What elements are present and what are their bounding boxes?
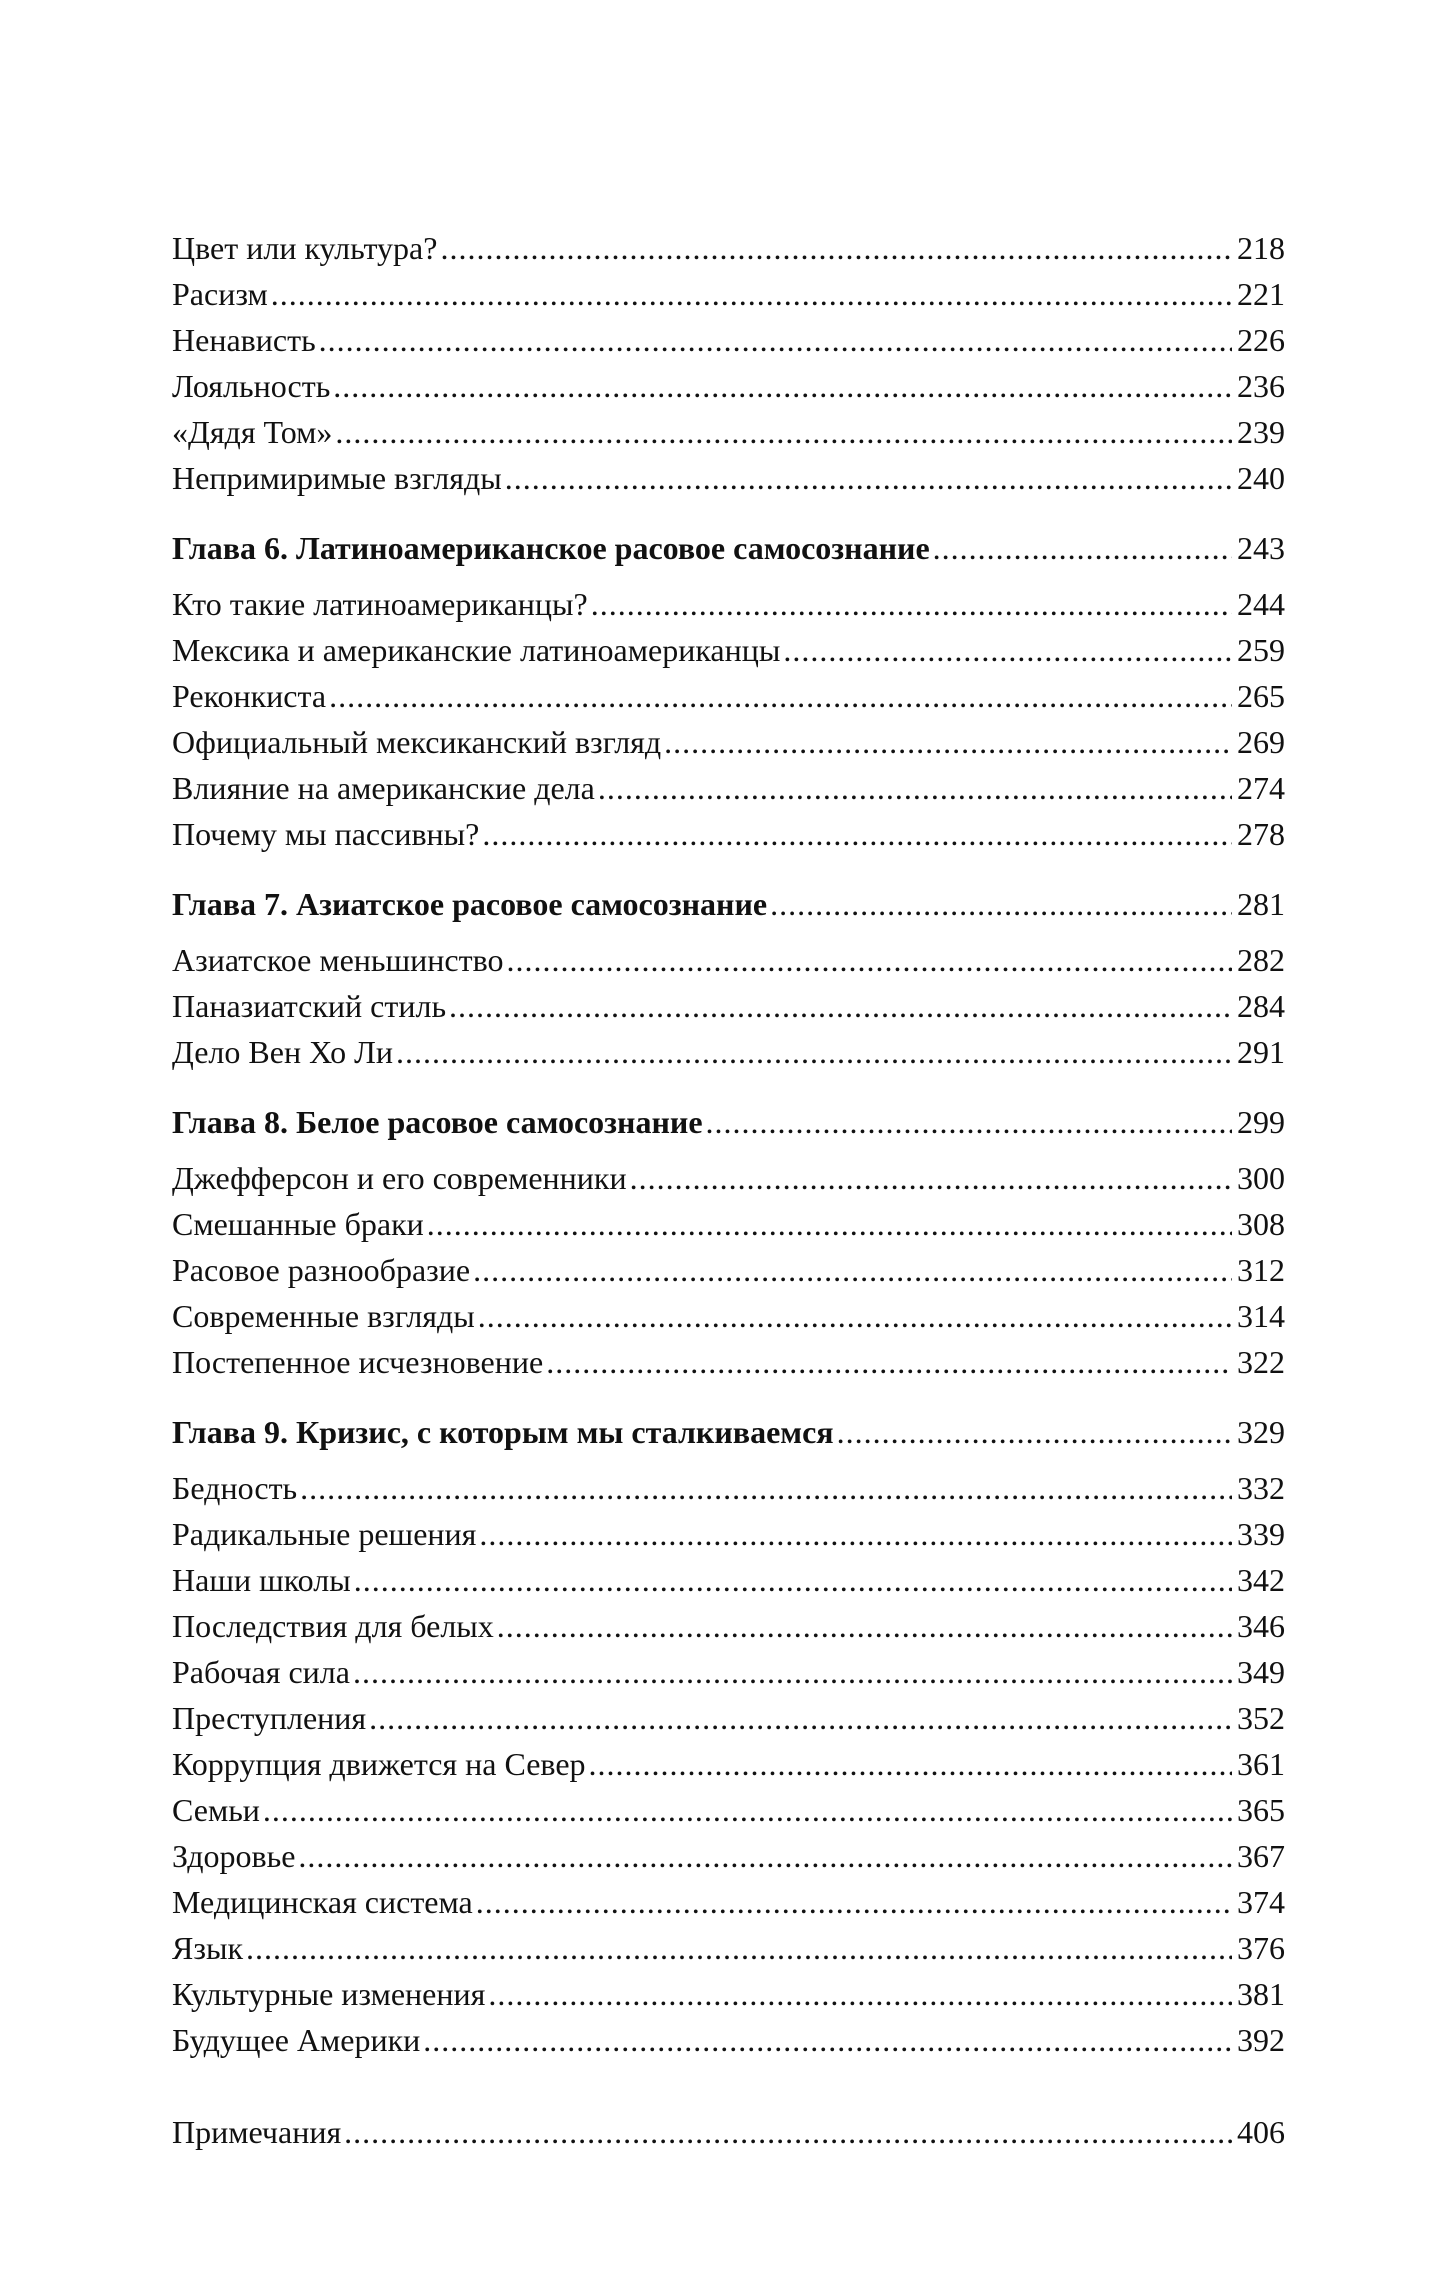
toc-entry-title: Преступления [172,1700,367,1736]
toc-entry-title: Смешанные браки [172,1206,424,1242]
toc-entry [172,627,1285,673]
toc-entry-title: Паназиатский стиль [172,988,447,1024]
toc-entry [172,1339,1285,1385]
toc-entry-page: 269 [1237,724,1285,760]
dot-leader [770,881,1232,927]
toc-entry [172,317,1285,363]
toc-entry-title: Культурные изменения [172,1976,486,2012]
toc-entry-title: Язык [172,1930,244,1966]
toc-entry [172,1511,1285,1557]
toc-chapter-heading [172,1409,1285,1455]
toc-entry-title: Джефферсон и его современники [172,1160,627,1196]
toc-entry [172,581,1285,627]
dot-leader [476,1879,1232,1925]
toc-entry-title: Современные взгляды [172,1298,475,1334]
toc-chapter-title: Глава 9. Кризис, с которым мы сталкиваемся [172,1414,834,1450]
toc-entry [172,719,1285,765]
toc-chapter-heading [172,525,1285,571]
toc-entry-title: Наши школы [172,1562,351,1598]
toc-entry-title: Бедность [172,1470,298,1506]
toc-entry-title: «Дядя Том» [172,414,333,450]
toc-chapter-page: 299 [1237,1104,1285,1140]
toc-entry [172,271,1285,317]
toc-entry-page: 259 [1237,632,1285,668]
toc-chapter-page: 281 [1237,886,1285,922]
toc-chapter-title: Глава 6. Латиноамериканское расовое самосознание [172,530,930,566]
toc-entry-page: 265 [1237,678,1285,714]
toc-entry-page: 239 [1237,414,1285,450]
toc-entry-page: 284 [1237,988,1285,1024]
toc-entry-title: Примечания [172,2114,342,2150]
toc-entry-title: Влияние на американские дела [172,770,595,806]
toc-entry-page: 365 [1237,1792,1285,1828]
dot-leader [353,1649,1232,1695]
toc-entry-page: 308 [1237,1206,1285,1242]
toc-entry-page: 300 [1237,1160,1285,1196]
toc-entry [172,1465,1285,1511]
toc-entry [172,225,1285,271]
toc-entry-title: Последствия для белых [172,1608,494,1644]
toc-entry [172,1557,1285,1603]
toc-entry-title: Дело Вен Хо Ли [172,1034,393,1070]
toc-entry-page: 352 [1237,1700,1285,1736]
dot-leader [488,1971,1232,2017]
toc-entry-title: Реконкиста [172,678,327,714]
toc-entry-page: 221 [1237,276,1285,312]
toc-chapter-page: 329 [1237,1414,1285,1450]
toc-entry-title: Азиатское меньшинство [172,942,504,978]
toc-entry [172,765,1285,811]
toc-entry-page: 282 [1237,942,1285,978]
toc-entry [172,983,1285,1029]
toc-entry [172,1695,1285,1741]
toc-entry [172,1029,1285,1075]
toc-entry-title: Постепенное исчезновение [172,1344,544,1380]
dot-leader [506,937,1232,983]
toc-entry [172,1833,1285,1879]
toc-entry [172,1879,1285,1925]
toc-entry-page: 274 [1237,770,1285,806]
toc-entry-title: Рабочая сила [172,1654,350,1690]
toc-entry [172,1603,1285,1649]
dot-leader [263,1787,1232,1833]
toc-entry-page: 367 [1237,1838,1285,1874]
toc-entry-page: 346 [1237,1608,1285,1644]
dot-leader [783,627,1232,673]
toc-entry-page: 278 [1237,816,1285,852]
toc-entry [172,1741,1285,1787]
toc-chapter-heading [172,881,1285,927]
dot-leader [837,1409,1232,1455]
toc-entry-title: Здоровье [172,1838,296,1874]
toc-entry [172,937,1285,983]
toc-entry-title: Почему мы пассивны? [172,816,480,852]
toc-entry-title: Официальный мексиканский взгляд [172,724,662,760]
toc-entry-notes [172,2109,1285,2155]
toc-entry-page: 314 [1237,1298,1285,1334]
toc-entry-page: 406 [1237,2114,1285,2150]
dot-leader [246,1925,1232,1971]
toc-entry-page: 376 [1237,1930,1285,1966]
toc-entry-page: 244 [1237,586,1285,622]
toc-entry [172,1649,1285,1695]
toc-entry [172,1201,1285,1247]
dot-leader [396,1029,1232,1075]
toc-entry-page: 312 [1237,1252,1285,1288]
dot-leader [271,271,1232,317]
dot-leader [423,2017,1232,2063]
dot-leader [298,1833,1232,1879]
dot-leader [479,1511,1232,1557]
dot-leader [630,1155,1232,1201]
toc-entry-page: 392 [1237,2022,1285,2058]
toc-entry-page: 322 [1237,1344,1285,1380]
toc-entry-title: Радикальные решения [172,1516,477,1552]
toc-entry-title: Семьи [172,1792,260,1828]
toc-entry-page: 381 [1237,1976,1285,2012]
toc-entry-title: Непримиримые взгляды [172,460,502,496]
toc-chapter-title: Глава 8. Белое расовое самосознание [172,1104,703,1140]
dot-leader [482,811,1232,857]
dot-leader [354,1557,1232,1603]
toc-entry-title: Расовое разнообразие [172,1252,471,1288]
toc-entry-title: Коррупция движется на Север [172,1746,586,1782]
toc-entry [172,1971,1285,2017]
toc-entry-title: Будущее Америки [172,2022,421,2058]
dot-leader [335,409,1232,455]
toc-entry-title: Мексика и американские латиноамериканцы [172,632,781,668]
toc-entry-title: Расизм [172,276,268,312]
dot-leader [344,2109,1232,2155]
toc-entry-page: 332 [1237,1470,1285,1506]
toc-entry-page: 236 [1237,368,1285,404]
toc-entry-page: 342 [1237,1562,1285,1598]
toc-entry [172,1925,1285,1971]
toc-entry-page: 218 [1237,230,1285,266]
toc-entry [172,1787,1285,1833]
dot-leader [933,525,1232,571]
toc-entry [172,811,1285,857]
dot-leader [319,317,1232,363]
toc-entry-page: 349 [1237,1654,1285,1690]
toc-chapter-page: 243 [1237,530,1285,566]
dot-leader [706,1099,1232,1145]
dot-leader [473,1247,1232,1293]
toc-entry-title: Медицинская система [172,1884,473,1920]
toc-entry-page: 291 [1237,1034,1285,1070]
toc-entry-page: 361 [1237,1746,1285,1782]
toc-entry [172,1155,1285,1201]
toc-entry [172,455,1285,501]
dot-leader [497,1603,1232,1649]
dot-leader [505,455,1232,501]
toc-entry [172,673,1285,719]
dot-leader [589,1741,1232,1787]
toc-chapter-title: Глава 7. Азиатское расовое самосознание [172,886,768,922]
toc-entry-page: 374 [1237,1884,1285,1920]
dot-leader [369,1695,1232,1741]
dot-leader [664,719,1232,765]
toc-entry [172,363,1285,409]
toc-entry [172,2017,1285,2063]
toc-entry-title: Кто такие латиноамериканцы? [172,586,588,622]
dot-leader [440,225,1232,271]
dot-leader [329,673,1232,719]
toc-entry [172,1293,1285,1339]
dot-leader [591,581,1232,627]
dot-leader [300,1465,1232,1511]
toc-entry-page: 240 [1237,460,1285,496]
dot-leader [427,1201,1232,1247]
dot-leader [546,1339,1232,1385]
dot-leader [449,983,1232,1029]
dot-leader [478,1293,1232,1339]
toc-entry-title: Ненависть [172,322,316,358]
table-of-contents [172,225,1285,2155]
toc-entry-title: Лояльность [172,368,331,404]
toc-entry [172,409,1285,455]
toc-chapter-heading [172,1099,1285,1145]
dot-leader [333,363,1232,409]
toc-entry-page: 226 [1237,322,1285,358]
toc-entry [172,1247,1285,1293]
dot-leader [598,765,1232,811]
toc-entry-page: 339 [1237,1516,1285,1552]
toc-entry-title: Цвет или культура? [172,230,438,266]
